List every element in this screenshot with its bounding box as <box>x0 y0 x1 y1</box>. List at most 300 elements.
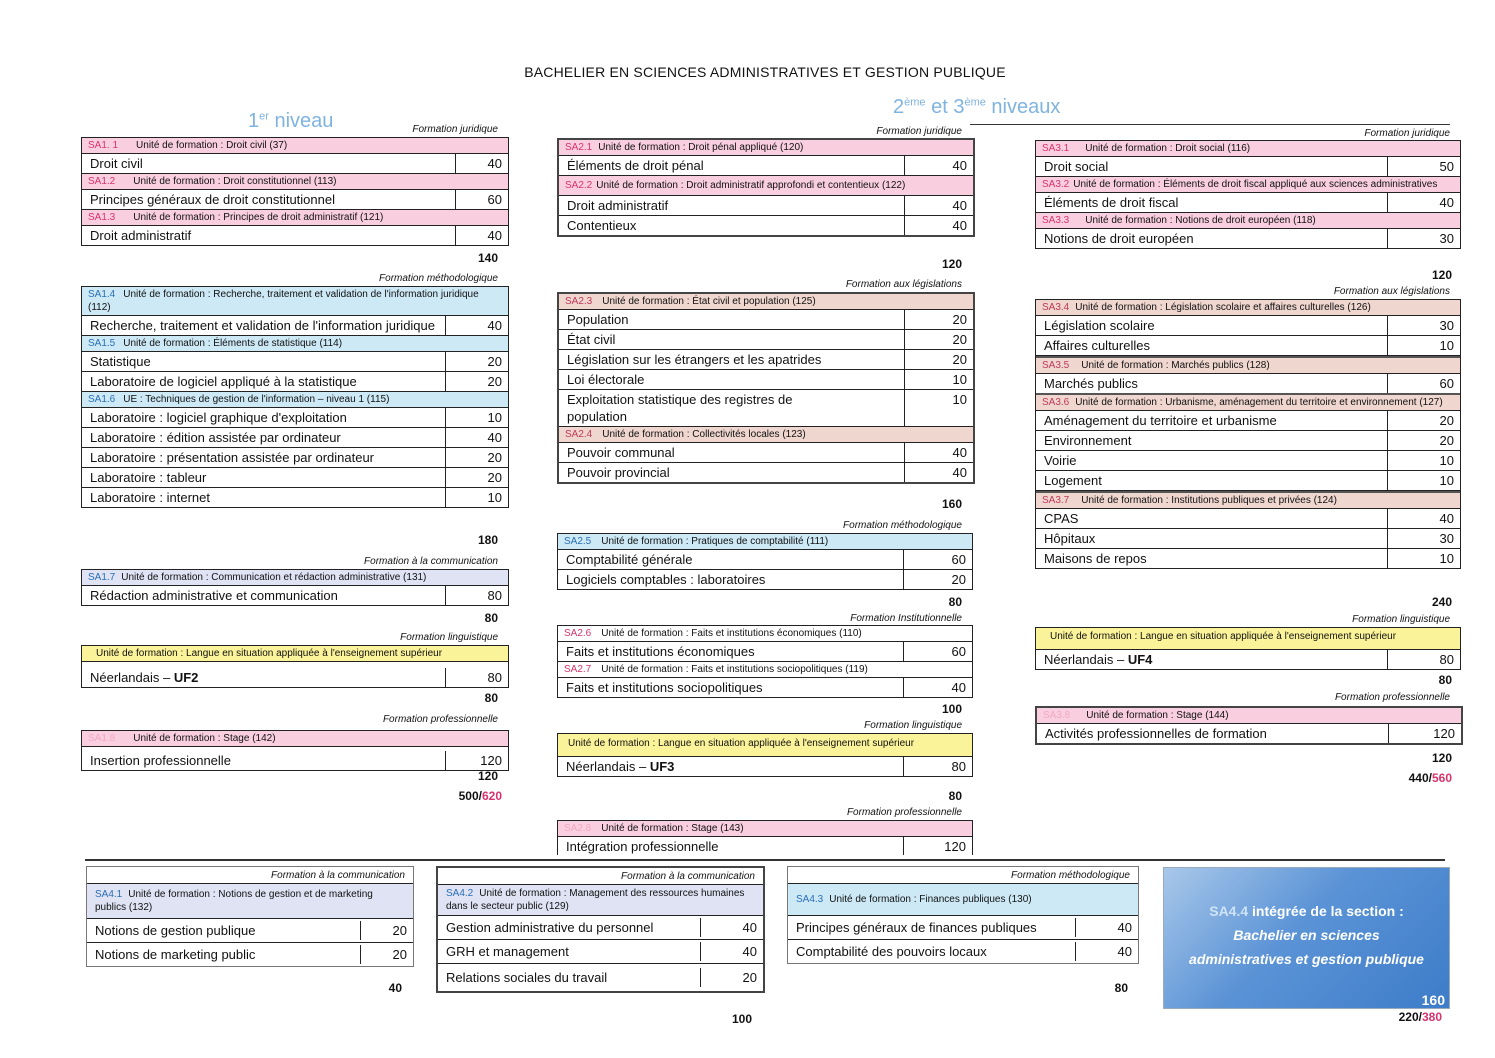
course-row <box>82 668 508 687</box>
level-23-num: 2 <box>893 96 905 118</box>
course-name: Notions de gestion publique <box>95 923 256 938</box>
ue-header <box>82 174 508 190</box>
course-name: Comptabilité générale <box>566 552 693 567</box>
table-sa42 <box>436 866 765 993</box>
course-row <box>1036 316 1460 336</box>
subtotal: 120 <box>477 769 498 783</box>
cat-ling-3: Formation linguistique <box>1352 614 1450 625</box>
course-hours: 20 <box>445 468 508 487</box>
ue-header: Unité de formation : Langue en situation appliquée à l'enseignement supérieur <box>82 646 508 662</box>
grand-total-a: 500/ <box>458 789 482 803</box>
grand-total-level23 <box>1370 771 1452 785</box>
ue-header <box>82 570 508 586</box>
course-row <box>82 372 508 392</box>
course-row <box>1036 157 1460 177</box>
course-row <box>82 408 508 428</box>
course-hours: 40 <box>455 226 508 245</box>
ue-title: Unité de formation : État civil et population (125) <box>602 296 816 307</box>
course-hours: 40 <box>455 154 508 173</box>
course-hours: 80 <box>1387 650 1460 669</box>
course-row <box>82 352 508 372</box>
course-row <box>82 468 508 488</box>
course-row <box>559 370 973 390</box>
course-hours: 10 <box>904 370 973 389</box>
course-name: Logement <box>1044 473 1102 488</box>
cat-juridique-2: Formation juridique <box>876 126 962 137</box>
subtotal: 120 <box>1431 751 1452 765</box>
course-row <box>1036 509 1460 529</box>
table-sa41 <box>86 866 414 967</box>
ue-header: Unité de formation : Langue en situation appliquée à l'enseignement supérieur <box>558 734 972 757</box>
course-hours: 40 <box>904 196 973 215</box>
course-name: Voirie <box>1044 453 1077 468</box>
subtotal: 180 <box>477 533 498 547</box>
course-uf: UF2 <box>173 670 199 685</box>
ue-header <box>558 626 972 642</box>
ue-header <box>87 884 413 919</box>
course-hours: 40 <box>445 428 508 447</box>
subtotal: 120 <box>941 257 962 271</box>
course-hours: 120 <box>1388 724 1461 743</box>
course-row <box>1036 451 1460 471</box>
ue-header <box>1036 300 1460 316</box>
course-row <box>438 940 763 964</box>
sa44-integration-box <box>1163 867 1450 1009</box>
ue-code: SA3.1 <box>1042 143 1070 154</box>
course-row <box>559 350 973 370</box>
course-row <box>559 216 973 235</box>
course-name: Recherche, traitement et validation de l'information juridique <box>90 318 436 333</box>
course-hours: 40 <box>1075 942 1138 961</box>
ue-code: SA4.2 <box>446 888 474 899</box>
course-name: Faits et institutions sociopolitiques <box>566 680 763 695</box>
table-sa2-pro <box>557 820 973 855</box>
cat-pro-3: Formation professionnelle <box>1334 692 1450 703</box>
course-row <box>82 316 508 336</box>
ue-code: SA2.2 <box>565 180 593 191</box>
course-hours: 40 <box>904 216 973 235</box>
course-name: Faits et institutions économiques <box>566 644 755 659</box>
course-hours: 40 <box>903 678 972 697</box>
grand-total-a: 220/ <box>1398 1010 1422 1024</box>
course-row <box>1036 431 1460 451</box>
course-hours: 30 <box>1387 529 1460 548</box>
course-hours: 30 <box>1387 229 1460 248</box>
table-sa1-ling <box>81 645 509 688</box>
course-row <box>558 642 972 662</box>
subtotal: 80 <box>484 691 498 705</box>
course-row <box>559 310 973 330</box>
subtotal: 240 <box>1431 595 1452 609</box>
course-hours: 60 <box>1387 374 1460 393</box>
course-hours: 20 <box>445 372 508 391</box>
ue-title: Unité de formation : Éléments de statistique (114) <box>123 338 343 349</box>
ue-header <box>438 885 763 916</box>
cat-leg-3: Formation aux législations <box>1333 286 1450 297</box>
course-name: Notions de droit européen <box>1044 231 1194 246</box>
subtotal: 80 <box>484 611 498 625</box>
course-hours: 120 <box>445 751 508 770</box>
course-name: Droit civil <box>90 156 143 171</box>
course-hours: 40 <box>1075 918 1138 937</box>
grand-total-b: 380 <box>1421 1010 1442 1024</box>
ue-title: Unité de formation : Législation scolaire et affaires culturelles (126) <box>1075 302 1371 313</box>
course-name: Population <box>567 312 629 327</box>
ue-title: Unité de formation : Institutions publiques et privées (124) <box>1081 495 1337 506</box>
ue-title: Unité de formation : Notions de gestion et de marketing publics (132) <box>95 889 373 913</box>
table-sa3-pro <box>1035 706 1463 745</box>
subtotal: 120 <box>1431 268 1452 282</box>
ue-code: SA1.7 <box>88 572 116 583</box>
ue-header <box>82 392 508 408</box>
cat-methodo-2: Formation méthodologique <box>843 520 962 531</box>
ue-header <box>558 534 972 550</box>
ue-header <box>559 427 973 443</box>
course-name: Hôpitaux <box>1044 531 1096 546</box>
ue-header <box>558 821 972 837</box>
course-row <box>559 443 973 463</box>
subtotal: 140 <box>477 251 498 265</box>
course-name-text: Néerlandais – <box>1044 652 1128 667</box>
course-row <box>558 570 972 589</box>
ue-code: SA4.1 <box>95 889 123 900</box>
ue-code: SA1.4 <box>88 289 116 300</box>
table-sa2-ling <box>557 733 973 777</box>
cat-ling-2: Formation linguistique <box>864 720 962 731</box>
ue-code: SA1.6 <box>88 394 116 405</box>
ue-header <box>82 731 508 747</box>
sa44-code: SA4.4 <box>1209 903 1249 919</box>
table-sa1-jur <box>81 137 509 246</box>
course-name: Loi électorale <box>567 372 645 387</box>
course-hours: 40 <box>700 918 763 937</box>
grand-total-a: 440/ <box>1408 771 1432 785</box>
course-name <box>82 668 445 687</box>
ue-code: SA1.3 <box>88 212 116 223</box>
cat-pro-2: Formation professionnelle <box>846 807 962 818</box>
course-name: Législation scolaire <box>1044 318 1155 333</box>
course-name-text: Néerlandais – <box>90 670 174 685</box>
course-name <box>1036 650 1387 669</box>
ue-code: SA2.8 <box>564 823 592 834</box>
course-row <box>82 586 508 605</box>
course-hours: 20 <box>360 945 413 964</box>
ue-header <box>82 210 508 226</box>
course-hours: 10 <box>1387 471 1460 490</box>
ue-code: SA2.1 <box>565 142 593 153</box>
course-name: Laboratoire : logiciel graphique d'exploitation <box>90 410 347 425</box>
subtotal: 160 <box>941 497 962 511</box>
cat-ling-1: Formation linguistique <box>400 632 498 643</box>
header-rule <box>970 124 1450 125</box>
ue-title: Unité de formation : Recherche, traitement et validation de l'information juridique (112) <box>88 289 479 313</box>
course-name: Rédaction administrative et communication <box>90 588 338 603</box>
level-1-word: niveau <box>268 110 334 132</box>
level-1-sup: er <box>259 110 269 123</box>
course-name: Contentieux <box>567 218 637 233</box>
ue-title: Unité de formation : Collectivités locales (123) <box>602 429 806 440</box>
subtotal: 80 <box>1438 673 1452 687</box>
course-hours: 40 <box>904 443 973 462</box>
table-sa2-meth <box>557 533 973 590</box>
course-hours: 40 <box>904 156 973 175</box>
course-hours: 40 <box>700 942 763 961</box>
cat-meth-b3: Formation méthodologique <box>788 867 1138 884</box>
course-hours: 120 <box>903 837 972 855</box>
course-row <box>87 943 413 966</box>
ue-header <box>1036 395 1460 411</box>
course-name: Comptabilité des pouvoirs locaux <box>796 944 987 959</box>
ue-code: SA1.8 <box>88 733 116 744</box>
course-name: Principes généraux de finances publiques <box>796 920 1037 935</box>
course-row <box>1036 650 1460 669</box>
course-hours: 40 <box>1387 193 1460 212</box>
course-name: Maisons de repos <box>1044 551 1147 566</box>
ue-block-sa37 <box>1036 491 1460 568</box>
ue-code: SA2.3 <box>565 296 593 307</box>
ue-title: Unité de formation : Droit administratif approfondi et contentieux (122) <box>596 180 906 191</box>
ue-code: SA1.2 <box>88 176 116 187</box>
course-uf: UF4 <box>1127 652 1153 667</box>
grand-total-b: 620 <box>481 789 502 803</box>
ue-title: Unité de formation : Stage (144) <box>1086 710 1229 721</box>
course-name: Législation sur les étrangers et les apatrides <box>567 352 822 367</box>
cat-juridique-1: Formation juridique <box>412 124 498 135</box>
level-23-word: niveaux <box>985 96 1061 118</box>
ue-header <box>82 287 508 316</box>
course-name: Marchés publics <box>1044 376 1138 391</box>
course-name: Exploitation statistique des registres de population <box>567 392 793 424</box>
subtotal: 100 <box>731 1012 752 1026</box>
course-row <box>558 837 972 855</box>
ue-code: SA3.4 <box>1042 302 1070 313</box>
course-hours: 40 <box>904 463 973 482</box>
sa44-line1 <box>1164 903 1449 919</box>
course-name: Insertion professionnelle <box>90 753 231 768</box>
ue-title: Unité de formation : Faits et institutions sociopolitiques (119) <box>601 664 868 675</box>
page-title: BACHELIER EN SCIENCES ADMINISTRATIVES ET GESTION PUBLIQUE <box>524 64 1006 80</box>
course-name: Gestion administrative du personnel <box>446 920 654 935</box>
course-name: Éléments de droit fiscal <box>1044 195 1179 210</box>
course-name: Droit social <box>1044 159 1109 174</box>
ue-title: Unité de formation : Éléments de droit fiscal appliqué aux sciences administratives <box>1073 179 1438 190</box>
ue-title: Unité de formation : Marchés publics (128) <box>1081 360 1270 371</box>
ue-title: Unité de formation : Stage (143) <box>601 823 744 834</box>
course-name: Laboratoire : édition assistée par ordinateur <box>90 430 341 445</box>
ue-header <box>559 176 973 196</box>
course-hours: 10 <box>1387 549 1460 568</box>
ue-code: SA3.7 <box>1042 495 1070 506</box>
table-sa1-pro <box>81 730 509 771</box>
course-hours: 20 <box>904 310 973 329</box>
course-name: Relations sociales du travail <box>446 970 608 985</box>
course-name: Laboratoire : présentation assistée par ordinateur <box>90 450 375 465</box>
ue-code: SA3.3 <box>1042 215 1070 226</box>
course-row <box>559 463 973 482</box>
course-row <box>559 156 973 176</box>
course-name: Pouvoir communal <box>567 445 675 460</box>
grand-total-bottom <box>1370 1010 1442 1024</box>
ue-code: SA2.6 <box>564 628 592 639</box>
course-row <box>438 964 763 991</box>
course-name: Laboratoire de logiciel appliqué à la statistique <box>90 374 357 389</box>
ue-header <box>1037 708 1461 724</box>
course-row <box>559 330 973 350</box>
ue-code: SA2.5 <box>564 536 592 547</box>
ue-header <box>788 884 1138 916</box>
table-sa43 <box>787 866 1139 964</box>
ue-header <box>82 138 508 154</box>
sa44-text1: intégrée de la section : <box>1252 903 1404 919</box>
course-name: Principes généraux de droit constitutionnel <box>90 192 335 207</box>
course-row <box>1036 229 1460 248</box>
table-sa3-leg <box>1035 299 1461 569</box>
course-row <box>1036 411 1460 431</box>
course-name: Notions de marketing public <box>95 947 256 962</box>
cat-com-b1: Formation à la communication <box>87 867 413 884</box>
course-row <box>1036 193 1460 213</box>
course-name: État civil <box>567 332 616 347</box>
course-hours: 40 <box>445 316 508 335</box>
ue-title: Unité de formation : Communication et rédaction administrative (131) <box>121 572 427 583</box>
ue-code: SA2.7 <box>564 664 592 675</box>
sa44-hours: 160 <box>1421 992 1445 1008</box>
ue-title: Unité de formation : Droit constitutionnel (113) <box>133 176 337 187</box>
course-row <box>1036 336 1460 356</box>
course-name: CPAS <box>1044 511 1079 526</box>
subtotal: 100 <box>941 702 962 716</box>
ue-header <box>558 662 972 678</box>
course-row <box>82 488 508 507</box>
table-sa1-com <box>81 569 509 606</box>
sa44-line3: administratives et gestion publique <box>1189 951 1424 967</box>
ue-code: SA4.3 <box>796 894 824 905</box>
ue-header <box>559 140 973 156</box>
level-23-mid: et 3 <box>925 96 965 118</box>
ue-title: UE : Techniques de gestion de l'information – niveau 1 (115) <box>123 394 390 405</box>
course-row <box>1037 724 1461 743</box>
ue-title: Unité de formation : Urbanisme, aménagement du territoire et environnement (127) <box>1075 397 1443 408</box>
course-hours: 10 <box>445 488 508 507</box>
ue-title: Unité de formation : Principes de droit administratif (121) <box>133 212 384 223</box>
course-row <box>82 448 508 468</box>
subtotal: 80 <box>948 595 962 609</box>
course-hours: 20 <box>1387 411 1460 430</box>
course-name: Pouvoir provincial <box>567 465 670 480</box>
course-hours: 20 <box>445 448 508 467</box>
course-hours: 20 <box>904 330 973 349</box>
course-hours: 80 <box>445 668 508 687</box>
course-row <box>558 678 972 697</box>
course-name: Statistique <box>90 354 151 369</box>
course-row <box>559 390 973 427</box>
course-row <box>558 550 972 570</box>
course-name: Laboratoire : internet <box>90 490 210 505</box>
cat-pro-1: Formation professionnelle <box>382 714 498 725</box>
ue-header <box>1036 493 1460 509</box>
course-name: Droit administratif <box>90 228 192 243</box>
level-1-num: 1 <box>248 110 260 132</box>
ue-header <box>82 336 508 352</box>
course-hours: 10 <box>445 408 508 427</box>
course-hours: 20 <box>700 968 763 987</box>
course-name-text: Néerlandais – <box>566 759 650 774</box>
sa44-line2: Bachelier en sciences <box>1233 927 1380 943</box>
cat-methodo-1: Formation méthodologique <box>379 273 498 284</box>
course-row <box>788 940 1138 963</box>
course-name: Droit administratif <box>567 198 669 213</box>
course-name: Affaires culturelles <box>1044 338 1150 353</box>
course-uf: UF3 <box>649 759 675 774</box>
course-hours: 80 <box>903 757 972 776</box>
ue-code: SA3.5 <box>1042 360 1070 371</box>
level-23-heading <box>893 96 1060 119</box>
ue-code: SA2.4 <box>565 429 593 440</box>
ue-title: Unité de formation : Droit pénal appliqué (120) <box>598 142 804 153</box>
course-name: Éléments de droit pénal <box>567 158 704 173</box>
course-name: Logiciels comptables : laboratoires <box>566 572 766 587</box>
level-23-sup1: ème <box>904 96 926 109</box>
ue-title: Unité de formation : Management des ressources humaines dans le secteur public (129) <box>446 888 745 912</box>
ue-code: SA1. 1 <box>88 140 119 151</box>
course-row <box>788 916 1138 940</box>
ue-code: SA3.6 <box>1042 397 1070 408</box>
course-hours: 50 <box>1387 157 1460 176</box>
ue-title: Unité de formation : Droit social (116) <box>1085 143 1251 154</box>
ue-header <box>559 294 973 310</box>
cat-com-b2: Formation à la communication <box>438 868 763 885</box>
ue-title: Unité de formation : Pratiques de comptabilité (111) <box>601 536 829 547</box>
table-sa3-ling <box>1035 627 1461 670</box>
course-name: Environnement <box>1044 433 1132 448</box>
ue-title: Unité de formation : Stage (142) <box>133 733 276 744</box>
ue-code: SA3.2 <box>1042 179 1070 190</box>
course-hours: 60 <box>455 190 508 209</box>
ue-header: Unité de formation : Langue en situation appliquée à l'enseignement supérieur <box>1036 628 1460 650</box>
grand-total-b: 560 <box>1431 771 1452 785</box>
ue-code: SA1.5 <box>88 338 116 349</box>
course-hours: 60 <box>903 642 972 661</box>
ue-title: Unité de formation : Droit civil (37) <box>136 140 288 151</box>
course-row <box>82 154 508 174</box>
course-row <box>87 919 413 943</box>
cat-com-1: Formation à la communication <box>364 556 498 567</box>
course-hours: 10 <box>1387 451 1460 470</box>
course-row <box>1036 549 1460 568</box>
table-sa2-leg <box>557 292 975 484</box>
course-row <box>1036 374 1460 393</box>
course-name <box>558 757 903 776</box>
grand-total-level1 <box>420 789 502 803</box>
cat-juridique-3: Formation juridique <box>1364 128 1450 139</box>
course-hours: 80 <box>445 586 508 605</box>
ue-title: Unité de formation : Faits et institutions économiques (110) <box>601 628 862 639</box>
cat-inst-2: Formation Institutionnelle <box>850 613 962 624</box>
course-row <box>82 226 508 245</box>
course-name: Aménagement du territoire et urbanisme <box>1044 413 1277 428</box>
course-hours: 20 <box>360 921 413 940</box>
course-hours: 10 <box>904 390 973 426</box>
cat-leg-2: Formation aux législations <box>845 279 962 290</box>
course-name: Activités professionnelles de formation <box>1045 726 1267 741</box>
course-row <box>82 751 508 770</box>
course-row <box>438 916 763 940</box>
ue-title: Unité de formation : Notions de droit européen (118) <box>1085 215 1316 226</box>
subtotal: 80 <box>948 789 962 803</box>
course-name: Intégration professionnelle <box>566 839 719 854</box>
table-sa3-jur <box>1035 140 1461 249</box>
ue-block-sa35 <box>1036 356 1460 395</box>
